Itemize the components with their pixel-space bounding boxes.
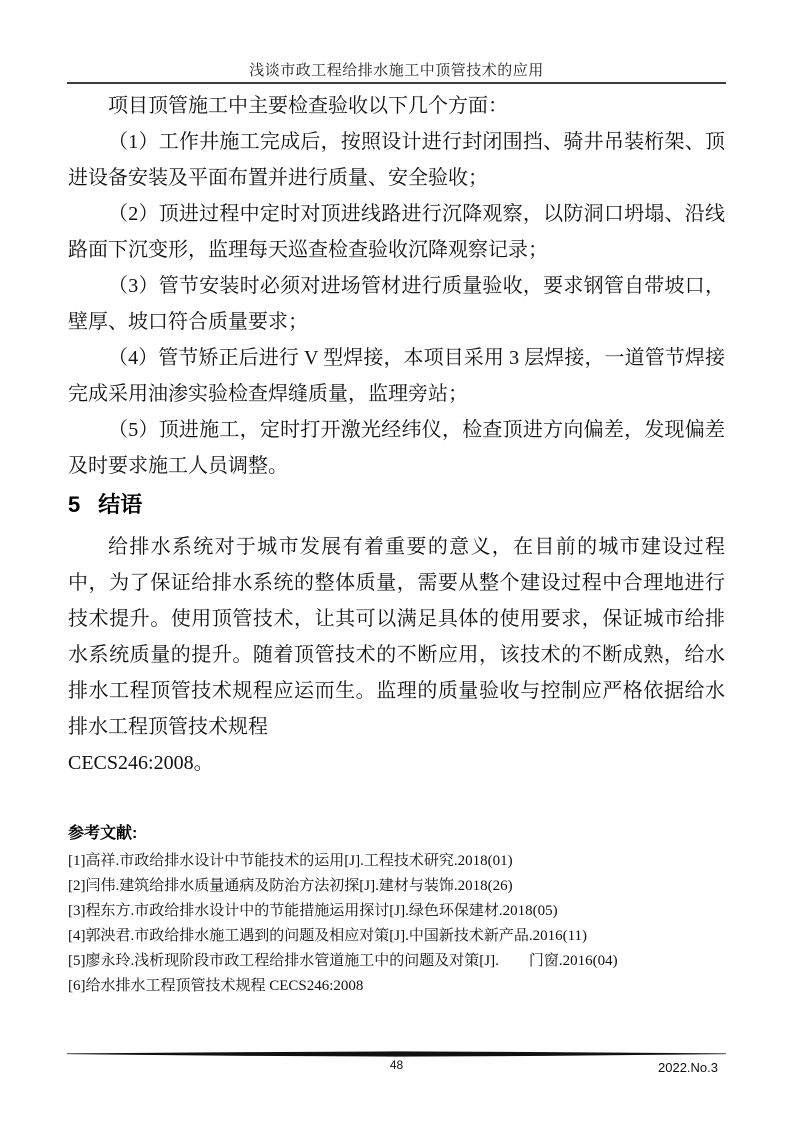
references-heading: 参考文献: — [68, 825, 138, 842]
issue-label: 2022.No.3 — [658, 1060, 718, 1075]
paragraph-intro: 项目顶管施工中主要检查验收以下几个方面： — [108, 95, 508, 117]
paragraph-conclusion-standard-code: CECS246:2008。 — [68, 752, 214, 774]
reference-item-6: [6]给水排水工程顶管技术规程 CECS246:2008 — [68, 978, 364, 994]
header-rule — [67, 82, 726, 84]
references-section — [68, 822, 725, 999]
section-title: 结语 — [98, 492, 143, 517]
reference-item-5: [5]廖永玲.浅析现阶段市政工程给排水管道施工中的问题及对策[J]. 门窗.2016(04) — [68, 953, 618, 969]
reference-item-1: [1]高祥.市政给排水设计中节能技术的运用[J].工程技术研究.2018(01) — [68, 853, 513, 869]
reference-item-4: [4]郭泱君.市政给排水施工遇到的问题及相应对策[J].中国新技术新产品.2016(11) — [68, 928, 588, 944]
running-head-title: 浅谈市政工程给排水施工中顶管技术的应用 — [249, 63, 544, 79]
paragraph-item-1: （1）工作井施工完成后，按照设计进行封闭围挡、骑井吊装桁架、顶进设备安装及平面布置并进行质量、安全验收； — [68, 131, 725, 189]
paragraph-item-4: （4）管节矫正后进行 V 型焊接，本项目采用 3 层焊接，一道管节焊接完成采用油渗实验检查焊缝质量，监理旁站； — [68, 347, 725, 405]
paragraph-item-2: （2）顶进过程中定时对顶进线路进行沉降观察，以防洞口坍塌、沿线路面下沉变形，监理每天巡查检查验收沉降观察记录； — [68, 203, 725, 261]
section-heading-conclusion — [68, 490, 725, 520]
section-number: 5 — [68, 492, 81, 517]
paragraph-item-5: （5）顶进施工，定时打开激光经纬仪，检查顶进方向偏差，发现偏差及时要求施工人员调整。 — [68, 419, 725, 477]
reference-item-2: [2]闫伟.建筑给排水质量通病及防治方法初探[J].建材与装饰.2018(26) — [68, 878, 513, 894]
page-number: 48 — [389, 1058, 404, 1072]
footer-rule — [67, 1051, 726, 1057]
document-body — [68, 88, 725, 781]
paragraph-item-3: （3）管节安装时必须对进场管材进行质量验收，要求钢管自带坡口，壁厚、坡口符合质量要求； — [68, 275, 725, 333]
paragraph-conclusion: 给排水系统对于城市发展有着重要的意义，在目前的城市建设过程中，为了保证给排水系统的整体质量，需要从整个建设过程中合理地进行技术提升。使用顶管技术，让其可以满足具体的使用要求，保证城市给排水系统质量的提升。随着顶管技术的不断应用，该技术的不断成熟，给水排水工程顶管技术规程应运而生。监理的质量验收与控制应严格依据给水排水工程顶管技术规程 — [68, 536, 725, 738]
reference-item-3: [3]程东方.市政给排水设计中的节能措施运用探讨[J].绿色环保建材.2018(05) — [68, 903, 558, 919]
